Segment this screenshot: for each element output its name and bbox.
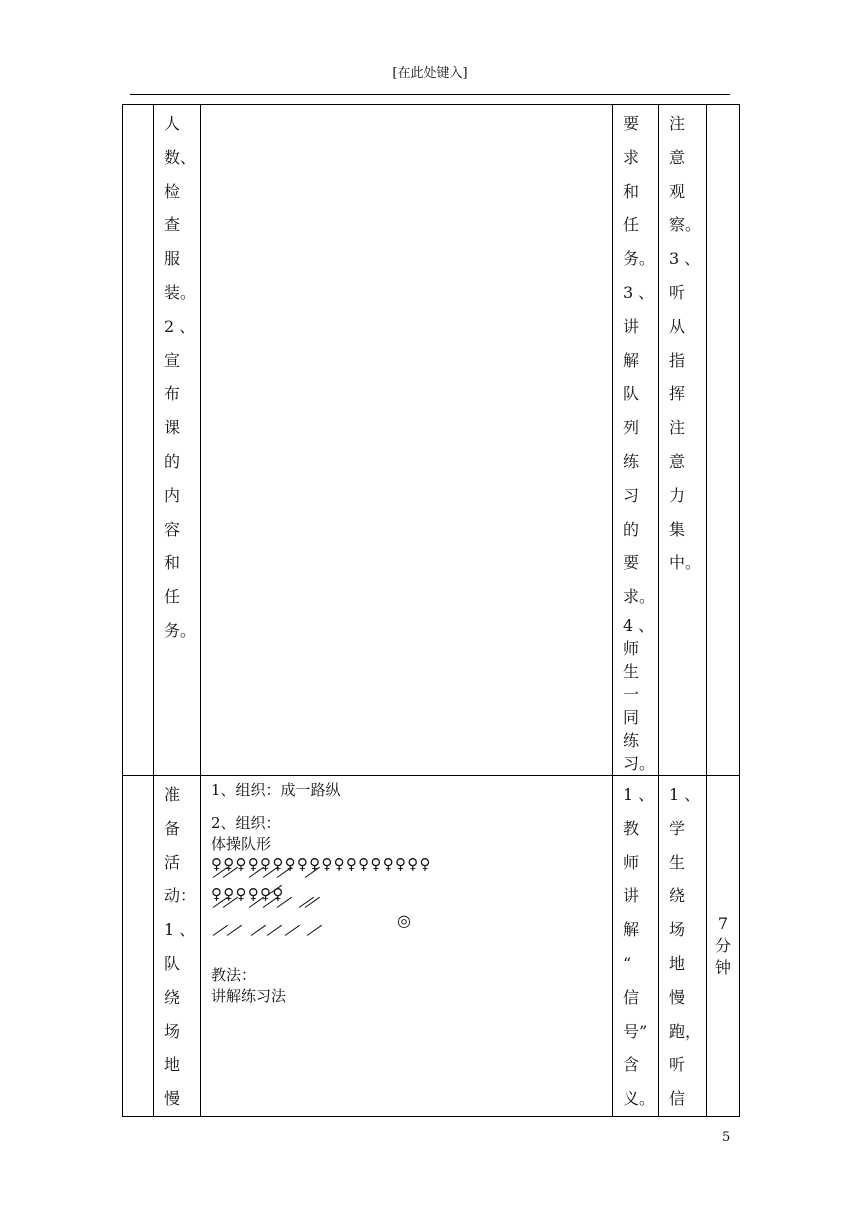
organization-cell <box>201 775 613 1116</box>
student-activity-cell: 1 、 学 生 绕 场 地 慢 跑， 听 信 <box>659 775 707 1116</box>
table-row <box>123 105 740 776</box>
page-number: 5 <box>722 1130 731 1145</box>
content-cell: 准 备 活 动： 1 、 队 绕 场 地 慢 <box>154 775 201 1116</box>
organization-line: 1、组织：成一路纵 <box>211 780 341 799</box>
time-cell: 7 分 钟 <box>707 775 740 1116</box>
formation-label: 体操队形 <box>211 834 272 853</box>
student-row: ♀♀♀♀♀♀♀♀♀♀♀♀♀♀♀♀♀♀ <box>211 854 432 873</box>
header-rule <box>130 94 730 95</box>
phase-cell <box>123 775 154 1116</box>
student-row: ♀♀♀♀♀♀ <box>211 884 285 903</box>
organization-line: 2、组织： <box>211 813 281 832</box>
method-label: 教法： <box>211 965 257 984</box>
method-text: 讲解练习法 <box>211 986 287 1005</box>
teacher-activity-cell: 1 、 教 师 讲 解 “ 信 号” 含 义。 <box>613 775 659 1116</box>
formation-diagram <box>211 855 612 965</box>
table-row <box>123 775 740 1116</box>
organization-cell <box>201 105 613 776</box>
student-activity-cell: 注 意 观 察。 3 、 听 从 指 挥 注 意 力 集 中。 <box>659 105 707 776</box>
content-cell: 人 数、 检 查 服 装。 2 、 宣 布 课 的 内 容 和 任 务。 <box>154 105 201 776</box>
lesson-plan-table <box>122 104 740 1117</box>
time-cell <box>707 105 740 776</box>
page-header: [在此处键入] <box>392 66 468 81</box>
teacher-activity-cell: 要 求 和 任 务。 3 、 讲 解 队 列 练 习 的 要 求。 4 、 师 生 一 同 练 习。 <box>613 105 659 776</box>
phase-cell <box>123 105 154 776</box>
teacher-position-icon: ◎ <box>397 910 411 930</box>
